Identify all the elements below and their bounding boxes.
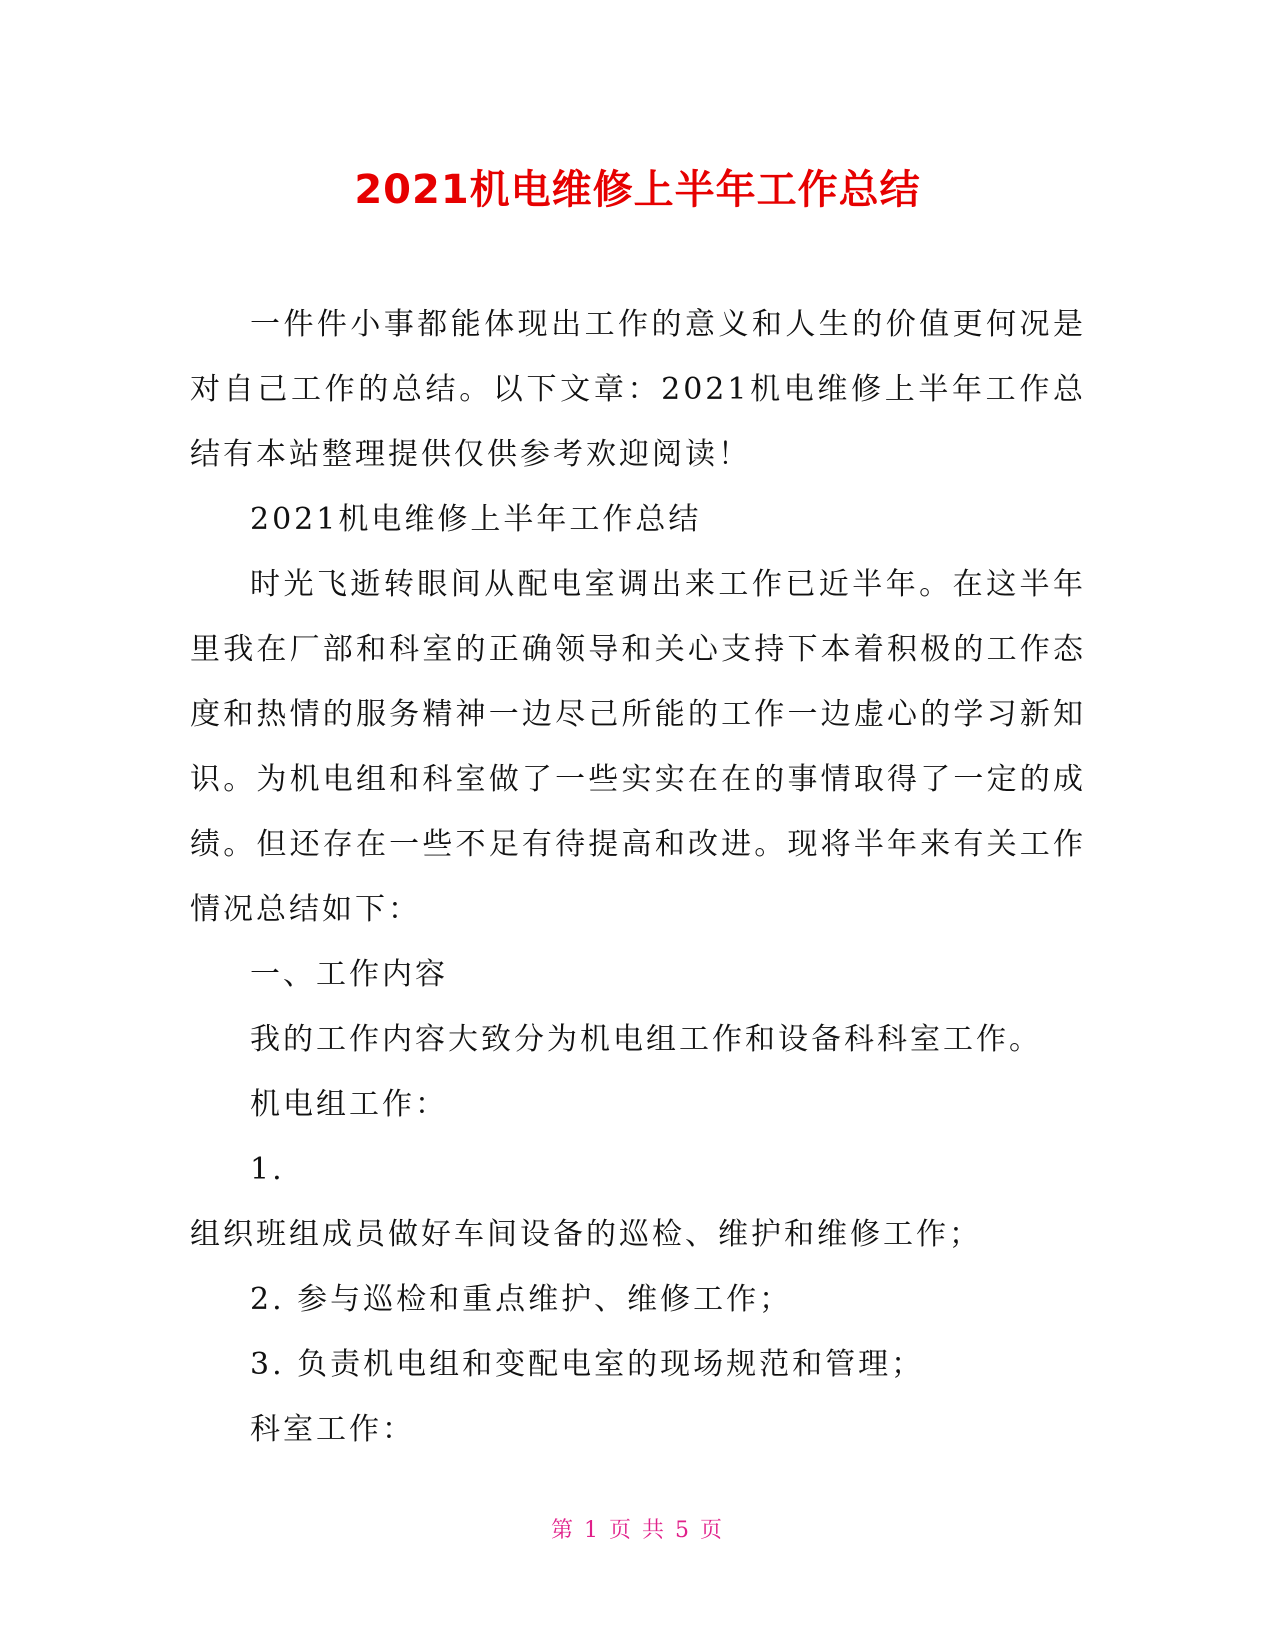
list-item-number-1: 1. [250,1152,285,1187]
list-item-1-text: 组织班组成员做好车间设备的巡检、维护和维修工作； [190,1217,982,1252]
list-item-2: 2. 参与巡检和重点维护、维修工作； [250,1282,793,1317]
paragraph-intro: 一件件小事都能体现出工作的意义和人生的价值更何况是对自己工作的总结。以下文章：2021机电维修上半年工作总结有本站整理提供仅供参考欢迎阅读！ [190,307,1086,472]
subheading-office-work: 科室工作： [250,1412,415,1447]
list-item-3: 3. 负责机电组和变配电室的现场规范和管理； [250,1347,925,1382]
page-number-footer: 第 1 页 共 5 页 [551,1518,724,1543]
paragraph-subtitle: 2021机电维修上半年工作总结 [250,502,702,537]
document-title: 2021机电维修上半年工作总结 [354,167,921,213]
document-body [190,292,1086,1462]
paragraph-summary: 时光飞逝转眼间从配电室调出来工作已近半年。在这半年里我在厂部和科室的正确领导和关心支持下本着积极的工作态度和热情的服务精神一边尽己所能的工作一边虚心的学习新知识。为机电组和科室做了一些实实在在的事情取得了一定的成绩。但还存在一些不足有待提高和改进。现将半年来有关工作情况总结如下： [190,567,1086,927]
subheading-mechatronics-group: 机电组工作： [250,1087,448,1122]
section-heading-work-content: 一、工作内容 [250,957,448,992]
paragraph-work-scope: 我的工作内容大致分为机电组工作和设备科科室工作。 [250,1022,1042,1057]
